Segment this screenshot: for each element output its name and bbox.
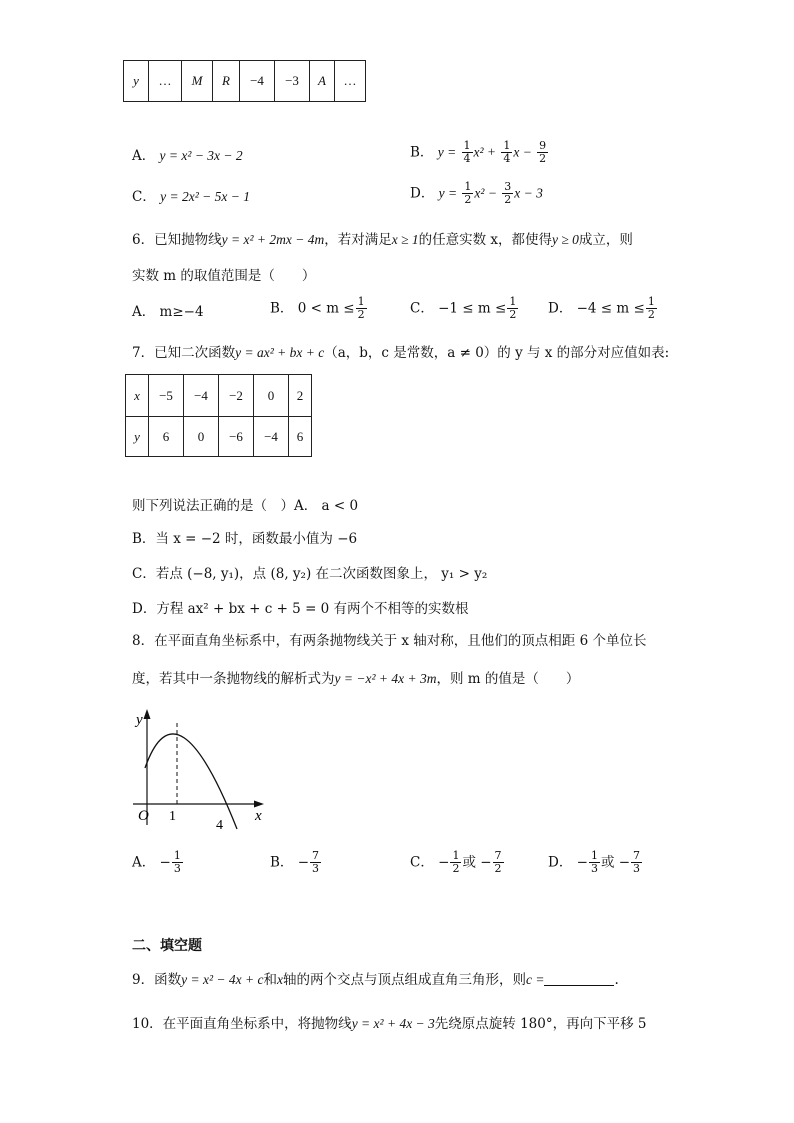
- table-cell: 2: [289, 375, 312, 417]
- option-label: C．: [132, 189, 156, 205]
- numerator: 9: [539, 139, 547, 152]
- math: y = x² + 2mx − 4m: [221, 232, 325, 247]
- numerator: 1: [590, 849, 598, 862]
- x-label: x: [255, 808, 262, 824]
- option-text: C． −: [410, 854, 450, 871]
- values-table-q7: [125, 374, 312, 457]
- option-text: 或 −: [600, 854, 631, 871]
- text: 和: [263, 972, 277, 988]
- math: x: [276, 972, 283, 987]
- fraction: [462, 140, 473, 165]
- y-axis-arrow-icon: [144, 709, 151, 719]
- text: .: [614, 972, 619, 988]
- question-8-line-2: [132, 671, 579, 687]
- expr-part: x² +: [473, 144, 497, 160]
- numerator: 1: [357, 295, 365, 308]
- question-8-option-b: [270, 850, 322, 875]
- denominator: 2: [494, 862, 502, 875]
- option-text: C． −1 ≤ m ≤: [410, 300, 507, 317]
- fraction: [502, 181, 513, 206]
- question-7-line-1: [132, 345, 669, 361]
- math: y = −x² + 4x + 3m: [334, 671, 437, 686]
- table-cell: R: [213, 61, 240, 102]
- table-cell: y: [124, 61, 149, 102]
- denominator: 2: [504, 193, 512, 206]
- table-cell: 0: [254, 375, 289, 417]
- question-6-option-b: [270, 296, 368, 321]
- table-cell: −4: [254, 417, 289, 457]
- denominator: 4: [503, 152, 511, 165]
- numerator: 1: [647, 295, 655, 308]
- denominator: 2: [357, 308, 365, 321]
- origin-label: O: [138, 808, 149, 824]
- option-d: [410, 181, 543, 206]
- expr-part: y =: [438, 185, 458, 201]
- question-8-option-a: [132, 850, 184, 875]
- parabola-curve: [145, 734, 237, 829]
- fraction: [501, 140, 512, 165]
- math: x ≥ 1: [391, 232, 419, 247]
- option-label: B．: [410, 144, 434, 161]
- option-expression: y = x² − 3x − 2: [159, 148, 243, 163]
- expr-part: y =: [437, 144, 457, 160]
- text: ，若对满足: [324, 232, 392, 248]
- numerator: 1: [463, 139, 471, 152]
- numerator: 1: [452, 849, 460, 862]
- option-text: B． 0 < m ≤: [270, 300, 355, 317]
- question-6-line-1: [132, 232, 633, 248]
- question-7-stem: 则下列说法正确的是（ ）A． a < 0: [132, 498, 359, 514]
- question-10: [132, 1016, 647, 1032]
- table-cell: −2: [219, 375, 254, 417]
- table-cell: y: [126, 417, 149, 457]
- table-cell: A: [310, 61, 335, 102]
- question-7-option-c: C．若点 (−8, y₁)，点 (8, y₂) 在二次函数图象上， y₁ > y₂: [132, 566, 488, 582]
- fraction: [310, 850, 321, 875]
- question-6-option-d: [548, 296, 658, 321]
- option-label: D．: [410, 185, 435, 202]
- expr-part: x² −: [474, 185, 497, 201]
- text: 6．已知抛物线: [132, 232, 222, 248]
- table-cell: 6: [149, 417, 184, 457]
- fraction: [507, 296, 518, 321]
- denominator: 2: [452, 862, 460, 875]
- fraction: [646, 296, 657, 321]
- text: 度，若其中一条抛物线的解析式为: [132, 671, 335, 687]
- text: 7．已知二次函数: [132, 345, 236, 361]
- denominator: 4: [463, 152, 471, 165]
- question-6-line-2: 实数 m 的取值范围是（ ）: [132, 268, 316, 284]
- fraction: [462, 181, 473, 206]
- denominator: 2: [464, 193, 472, 206]
- table-cell: −6: [219, 417, 254, 457]
- denominator: 2: [647, 308, 655, 321]
- option-c: [132, 189, 250, 205]
- text: 9．函数: [132, 972, 182, 988]
- numerator: 1: [464, 180, 472, 193]
- denominator: 3: [590, 862, 598, 875]
- values-table-top: [123, 60, 366, 102]
- answer-blank[interactable]: [544, 985, 614, 986]
- math: c =: [525, 972, 545, 987]
- option-label: A．: [132, 148, 156, 164]
- numerator: 1: [503, 139, 511, 152]
- denominator: 3: [312, 862, 320, 875]
- question-7-option-d: D．方程 ax² + bx + c + 5 = 0 有两个不相等的实数根: [132, 601, 469, 617]
- table-cell: −4: [240, 61, 275, 102]
- fraction: [172, 850, 183, 875]
- math: y ≥ 0: [552, 232, 579, 247]
- question-7-option-b: B．当 x = −2 时，函数最小值为 −6: [132, 531, 358, 547]
- option-text: B． −: [270, 854, 310, 871]
- denominator: 3: [173, 862, 181, 875]
- question-6-option-c: [410, 296, 519, 321]
- section-heading: 二、填空题: [132, 938, 202, 954]
- option-text: D． −: [548, 854, 588, 871]
- x-axis-arrow-icon: [254, 801, 264, 808]
- fraction: [537, 140, 548, 165]
- question-8-option-c: [410, 850, 505, 875]
- expr-part: x −: [513, 144, 532, 160]
- numerator: 7: [312, 849, 320, 862]
- fraction: [493, 850, 504, 875]
- y-label: y: [136, 712, 143, 728]
- math: y = x² + 4x − 3: [351, 1016, 435, 1031]
- question-6-option-a: A． m≥−4: [132, 304, 204, 320]
- option-text: D． −4 ≤ m ≤: [548, 300, 645, 317]
- table-cell: 6: [289, 417, 312, 457]
- table-cell: …: [149, 61, 182, 102]
- table-cell: …: [335, 61, 366, 102]
- numerator: 1: [509, 295, 517, 308]
- table-cell: −5: [149, 375, 184, 417]
- tick-label-4: 4: [216, 818, 223, 833]
- parabola-graph: [125, 705, 275, 835]
- table-cell: −3: [275, 61, 310, 102]
- fraction: [631, 850, 642, 875]
- table-cell: M: [182, 61, 213, 102]
- text: ，则 m 的值是（ ）: [436, 671, 580, 687]
- denominator: 3: [633, 862, 641, 875]
- numerator: 7: [494, 849, 502, 862]
- fraction: [450, 850, 461, 875]
- text: 10．在平面直角坐标系中，将抛物线: [132, 1016, 352, 1032]
- option-text: 或 −: [462, 854, 492, 871]
- numerator: 3: [504, 180, 512, 193]
- question-8-line-1: 8．在平面直角坐标系中，有两条抛物线关于 x 轴对称，且他们的顶点相距 6 个单位长: [132, 633, 647, 649]
- text: 成立，则: [578, 232, 633, 248]
- denominator: 2: [509, 308, 517, 321]
- question-8-option-d: [548, 850, 643, 875]
- option-a: [132, 148, 243, 164]
- table-cell: −4: [184, 375, 219, 417]
- table-cell: x: [126, 375, 149, 417]
- option-b: [410, 140, 549, 165]
- text: 先绕原点旋转 180°，再向下平移 5: [434, 1016, 647, 1032]
- math: y = ax² + bx + c: [235, 345, 325, 360]
- tick-label-1: 1: [169, 809, 176, 824]
- numerator: 7: [633, 849, 641, 862]
- option-expression: y = 2x² − 5x − 1: [160, 189, 250, 204]
- fraction: [356, 296, 367, 321]
- option-text: A． −: [132, 854, 171, 871]
- math: y = x² − 4x + c: [181, 972, 264, 987]
- denominator: 2: [539, 152, 547, 165]
- question-9: [132, 972, 619, 988]
- text: 轴的两个交点与顶点组成直角三角形，则: [282, 972, 526, 988]
- text: （a，b，c 是常数，a ≠ 0）的 y 与 x 的部分对应值如表:: [324, 345, 670, 361]
- table-cell: 0: [184, 417, 219, 457]
- text: 的任意实数 x，都使得: [418, 232, 553, 248]
- numerator: 1: [173, 849, 181, 862]
- fraction: [589, 850, 600, 875]
- expr-part: x − 3: [514, 185, 543, 201]
